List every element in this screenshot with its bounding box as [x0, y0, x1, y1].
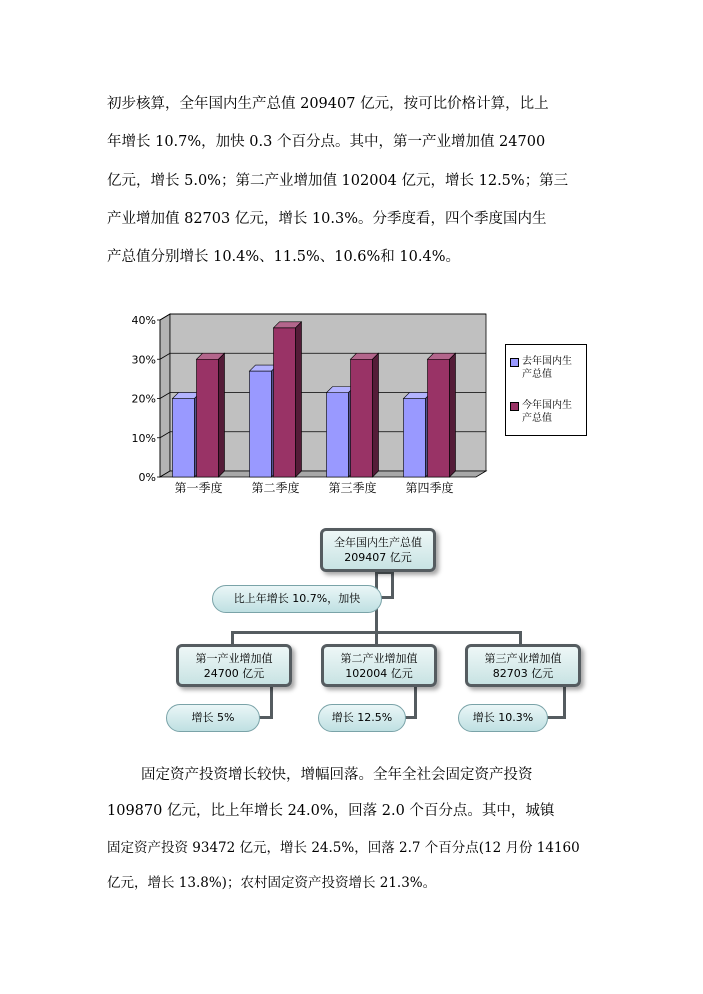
box-value: 82703 亿元 — [492, 667, 554, 680]
bar — [404, 399, 426, 478]
paragraph-line: 固定资产投资 93472 亿元，增长 24.5%，回落 2.7 个百分点(12 月份 14160 — [107, 840, 580, 856]
x-tick-label: 第四季度 — [405, 481, 454, 495]
connector — [380, 596, 394, 599]
paragraph-line: 109870 亿元，比上年增长 24.0%，回落 2.0 个百分点。其中，城镇 — [107, 803, 555, 819]
connector — [519, 631, 522, 645]
tertiary-industry-box — [465, 644, 581, 687]
connector — [391, 571, 394, 598]
y-tick-label: 40% — [131, 314, 156, 327]
x-tick-label: 第二季度 — [251, 481, 300, 495]
paragraph-line: 产业增加值 82703 亿元，增长 10.3%。分季度看，四个季度国内生 — [107, 211, 547, 227]
connector — [231, 631, 234, 645]
total-growth-pill: 比上年增长 10.7%，加快 — [212, 585, 382, 613]
paragraph-line: 固定资产投资增长较快，增幅回落。全年全社会固定资产投资 — [141, 767, 533, 783]
bar — [428, 359, 450, 477]
tertiary-growth-pill: 增长 10.3% — [458, 704, 548, 732]
bar-side — [373, 353, 379, 477]
total-gdp-box — [320, 528, 436, 572]
x-tick-label: 第一季度 — [174, 481, 223, 495]
legend-label: 产总值 — [522, 369, 552, 380]
connector — [546, 716, 566, 719]
legend-item — [510, 399, 572, 424]
legend-swatch — [510, 402, 519, 411]
chart-legend — [505, 344, 587, 436]
connector — [270, 683, 273, 718]
y-tick-label: 20% — [131, 392, 156, 406]
box-title: 第一产业增加值 — [195, 652, 273, 665]
bar — [250, 371, 272, 477]
primary-growth-pill: 增长 5% — [166, 704, 260, 732]
x-tick-label: 第三季度 — [328, 481, 377, 495]
bar — [327, 393, 349, 477]
paragraph-line: 年增长 10.7%，加快 0.3 个百分点。其中，第一产业增加值 24700 — [107, 134, 546, 150]
bar — [274, 328, 296, 477]
paragraph-line: 亿元，增长 13.8%)；农村固定资产投资增长 21.3%。 — [107, 875, 437, 891]
bar-side — [450, 353, 456, 477]
legend-item — [510, 355, 572, 380]
y-tick-label: 30% — [131, 353, 156, 367]
legend-label: 产总值 — [522, 413, 552, 424]
primary-industry-box — [176, 644, 292, 687]
y-tick-label: 10% — [131, 431, 156, 445]
box-title: 第三产业增加值 — [484, 652, 562, 665]
box-value: 24700 亿元 — [203, 667, 265, 680]
paragraph-line: 产总值分别增长 10.4%、11.5%、10.6%和 10.4%。 — [107, 249, 460, 265]
legend-label: 今年国内生 — [522, 400, 572, 411]
bar — [197, 359, 219, 477]
bar-side — [296, 322, 302, 477]
paragraph-line: 亿元，增长 5.0%；第二产业增加值 102004 亿元，增长 12.5%；第三 — [107, 173, 569, 189]
secondary-industry-box — [321, 644, 437, 687]
secondary-growth-pill: 增长 12.5% — [318, 704, 406, 732]
connector — [375, 631, 378, 645]
paragraph-line: 初步核算，全年国内生产总值 209407 亿元，按可比价格计算，比上 — [107, 96, 549, 112]
bar-side — [219, 353, 225, 477]
connector — [414, 683, 417, 718]
bar — [173, 399, 195, 478]
box-title: 全年国内生产总值 — [334, 536, 422, 549]
bar — [351, 359, 373, 477]
connector — [258, 716, 273, 719]
legend-swatch — [510, 358, 519, 367]
connector — [563, 683, 566, 718]
y-tick-label: 0% — [138, 471, 156, 484]
box-value: 102004 亿元 — [345, 667, 413, 680]
box-title: 第二产业增加值 — [340, 652, 418, 665]
box-value: 209407 亿元 — [344, 551, 412, 564]
legend-label: 去年国内生 — [522, 356, 572, 367]
